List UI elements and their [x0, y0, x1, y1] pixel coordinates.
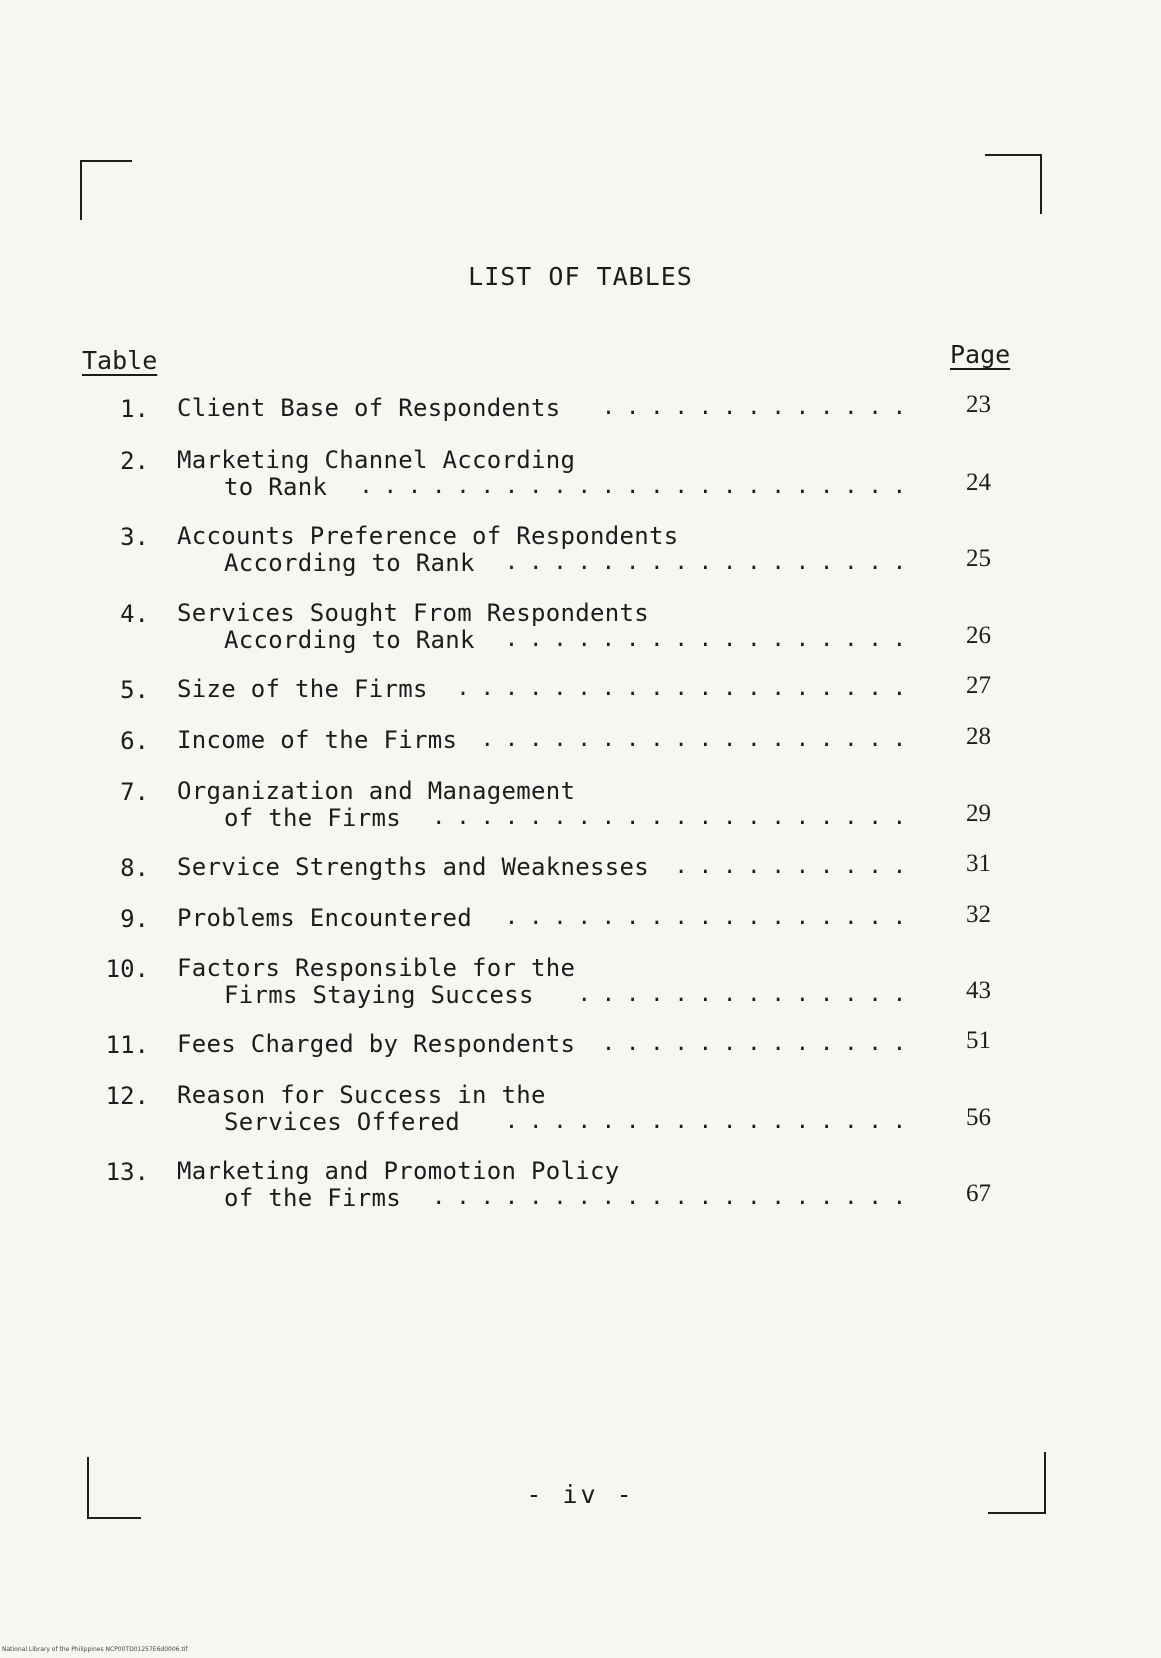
entry-number: 12. — [105, 1082, 149, 1110]
entry-page-number: 43 — [966, 977, 991, 1004]
entry-number: 11. — [105, 1031, 149, 1059]
entry-title-line-2: According to Rank — [224, 549, 475, 577]
entry-title-line-1: Marketing and Promotion Policy — [177, 1157, 620, 1185]
entry-number: 9. — [120, 905, 149, 933]
entry-number: 8. — [120, 854, 149, 882]
entry-title-line-1: Fees Charged by Respondents — [177, 1030, 576, 1058]
entry-page-number: 31 — [966, 850, 991, 877]
crop-mark-top-right — [985, 154, 1042, 214]
entry-title-line-1: Reason for Success in the — [177, 1081, 546, 1109]
leader-dots: ................. — [504, 1109, 917, 1134]
entry-title-line-1: Marketing Channel According — [177, 446, 576, 474]
entry-title-line-1: Problems Encountered — [177, 904, 472, 932]
entry-page-number: 56 — [966, 1104, 991, 1131]
entry-page-number: 23 — [966, 391, 991, 418]
leader-dots: .................... — [432, 805, 917, 830]
entry-page-number: 51 — [966, 1027, 991, 1054]
entry-page-number: 32 — [966, 901, 991, 928]
entry-title-line-1: Factors Responsible for the — [177, 954, 576, 982]
page-title: LIST OF TABLES — [468, 262, 693, 291]
leader-dots: .......... — [674, 854, 917, 879]
entry-page-number: 28 — [966, 723, 991, 750]
entry-number: 5. — [120, 676, 149, 704]
leader-dots: ....................... — [359, 474, 917, 499]
entry-number: 6. — [120, 727, 149, 755]
leader-dots: .................... — [432, 1185, 917, 1210]
leader-dots: ................. — [504, 550, 917, 575]
list-item — [0, 523, 1161, 583]
list-item — [0, 955, 1161, 1015]
leader-dots: .............. — [577, 982, 917, 1007]
list-item — [0, 600, 1161, 660]
entry-number: 13. — [105, 1158, 149, 1186]
entry-title-line-2: According to Rank — [224, 626, 475, 654]
entry-title-line-1: Organization and Management — [177, 777, 576, 805]
entry-page-number: 27 — [966, 672, 991, 699]
entry-page-number: 26 — [966, 622, 991, 649]
entry-number: 3. — [120, 523, 149, 551]
list-item — [0, 1082, 1161, 1142]
entry-title-line-2: Firms Staying Success — [224, 981, 534, 1009]
entry-title-line-1: Client Base of Respondents — [177, 394, 561, 422]
leader-dots: ................. — [504, 627, 917, 652]
entry-number: 10. — [105, 955, 149, 983]
list-item — [0, 391, 1161, 455]
leader-dots: ............. — [601, 395, 917, 420]
entry-title-line-1: Services Sought From Respondents — [177, 599, 649, 627]
entry-title-line-1: Income of the Firms — [177, 726, 458, 754]
entry-title-line-1: Accounts Preference of Respondents — [177, 522, 679, 550]
entry-page-number: 25 — [966, 545, 991, 572]
entry-title-line-2: Services Offered — [224, 1108, 460, 1136]
column-header-page: Page — [950, 340, 1011, 369]
entry-title-line-2: of the Firms — [224, 1184, 401, 1212]
entry-title-line-1: Size of the Firms — [177, 675, 428, 703]
entry-title-line-2: to Rank — [224, 473, 328, 501]
entry-page-number: 24 — [966, 469, 991, 496]
list-item — [0, 1158, 1161, 1218]
entry-number: 1. — [120, 395, 149, 423]
column-header-table: Table — [82, 346, 158, 375]
page-number: - iv - — [526, 1480, 635, 1509]
leader-dots: ............. — [601, 1031, 917, 1056]
entry-number: 4. — [120, 600, 149, 628]
leader-dots: ................... — [456, 676, 917, 701]
leader-dots: ................. — [504, 905, 917, 930]
entry-number: 2. — [120, 447, 149, 475]
entry-page-number: 67 — [966, 1180, 991, 1207]
entry-title-line-1: Service Strengths and Weaknesses — [177, 853, 649, 881]
entry-number: 7. — [120, 778, 149, 806]
list-item — [0, 778, 1161, 838]
scan-footer-note: National Library of the Philippines NCP00TD01257E6d0006.tif — [2, 1646, 188, 1653]
entry-page-number: 29 — [966, 800, 991, 827]
entry-title-line-2: of the Firms — [224, 804, 401, 832]
leader-dots: .................. — [480, 727, 917, 752]
crop-mark-top-left — [80, 160, 132, 220]
list-item — [0, 447, 1161, 507]
